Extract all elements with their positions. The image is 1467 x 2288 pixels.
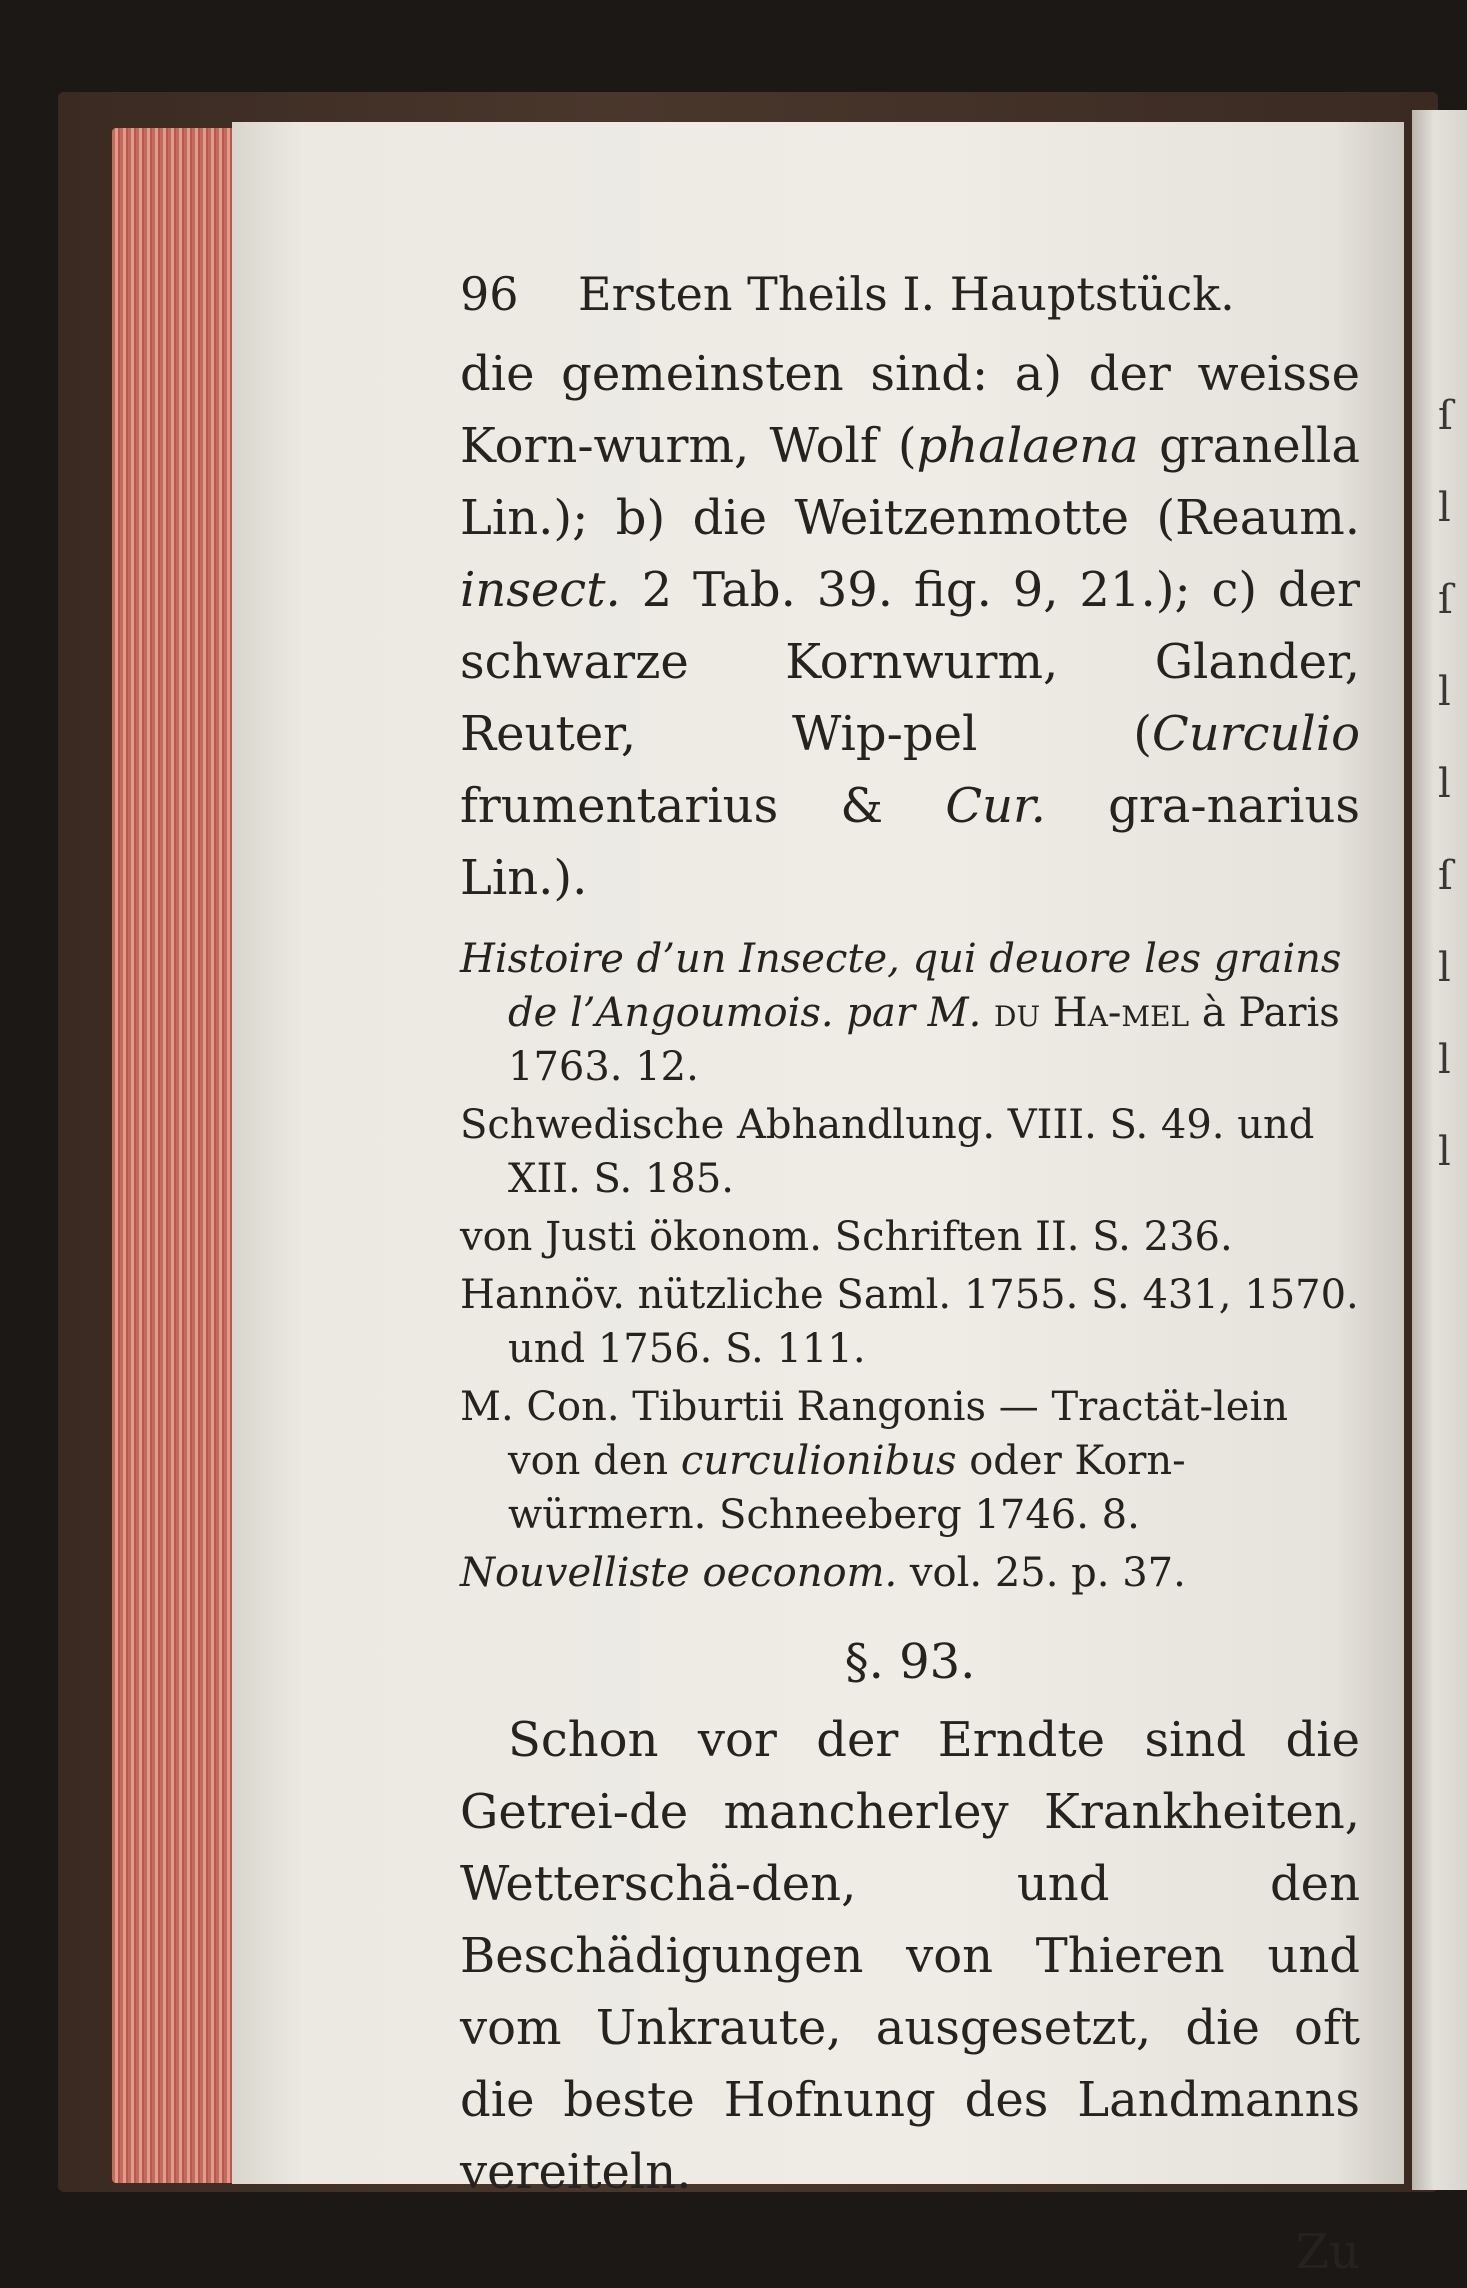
text-run-italic: phalaena xyxy=(916,418,1139,474)
reference-item xyxy=(460,932,1360,1094)
text-run-italic: insect. xyxy=(460,562,621,618)
text-run-italic: Curculio xyxy=(1152,706,1360,762)
section-heading: §. 93. xyxy=(844,1634,976,1690)
text-run: gra-narius Lin.). xyxy=(460,778,1361,906)
text-run: die gemeinsten sind: a) der weisse Korn-wurm, Wolf ( xyxy=(460,346,1360,474)
page-edges xyxy=(112,128,237,2183)
text-run-italic: curculionibus xyxy=(680,1438,957,1484)
reference-item: von Justi ökonom. Schriften II. S. 236. xyxy=(460,1214,1233,1260)
text-run: vol. 25. p. 37. xyxy=(897,1550,1186,1596)
text-run: M. Con. Tiburtii Rangonis — Tractät-lein von den xyxy=(460,1384,1289,1484)
text-run: granella Lin.); b) die Weitzenmotte (Reaum. xyxy=(460,418,1360,546)
page-text xyxy=(460,258,1360,2288)
running-title: Ersten Theils I. Hauptstück. xyxy=(578,267,1235,321)
facing-mark: ſ xyxy=(1438,393,1453,439)
page-number: 96 xyxy=(460,267,519,321)
reference-list xyxy=(460,932,1360,1600)
facing-mark: ſ xyxy=(1438,577,1453,623)
reference-item: Hannöv. nützliche Saml. 1755. S. 431, 1570. und 1756. S. 111. xyxy=(460,1272,1359,1372)
catchword: Zu xyxy=(1295,2224,1360,2280)
facing-mark: l xyxy=(1438,669,1451,715)
facing-mark: ſ xyxy=(1438,853,1453,899)
facing-mark: l xyxy=(1438,1037,1451,1083)
text-run: à Paris 1763. 12. xyxy=(508,990,1340,1090)
reference-item xyxy=(460,1380,1360,1542)
paragraph-section-93: Schon vor der Erndte sind die Getrei-de mancherley Krankheiten, Wetterschä-den, und den Beschädigungen von Thieren und vom Unkraute, ausgesetzt, die oft die beste Hofnung des Landmanns vereiteln. xyxy=(460,1712,1360,2200)
text-run: frumentarius & xyxy=(460,778,946,834)
facing-mark: l xyxy=(1438,485,1451,531)
paragraph-insects xyxy=(460,338,1360,914)
text-run-smallcaps: du Ha-mel xyxy=(994,990,1190,1036)
text-run: 2 Tab. 39. fig. 9, 21.); c) der schwarze Kornwurm, Glander, Reuter, Wip-pel ( xyxy=(460,562,1360,762)
reference-item xyxy=(460,1546,1360,1600)
facing-page-marks xyxy=(1438,370,1467,1198)
text-run-italic: Cur. xyxy=(945,778,1046,834)
text-run: oder Korn-würmern. Schneeberg 1746. 8. xyxy=(508,1438,1186,1538)
running-header xyxy=(460,258,1360,338)
facing-mark: l xyxy=(1438,1129,1451,1175)
text-run-italic: Histoire d’un Insecte, qui deuore les grains de l’Angoumois. par M. xyxy=(460,936,1342,1036)
facing-mark: l xyxy=(1438,945,1451,991)
facing-mark: l xyxy=(1438,761,1451,807)
text-run-italic: Nouvelliste oeconom. xyxy=(460,1550,898,1596)
reference-item: Schwedische Abhandlung. VIII. S. 49. und XII. S. 185. xyxy=(460,1102,1315,1202)
